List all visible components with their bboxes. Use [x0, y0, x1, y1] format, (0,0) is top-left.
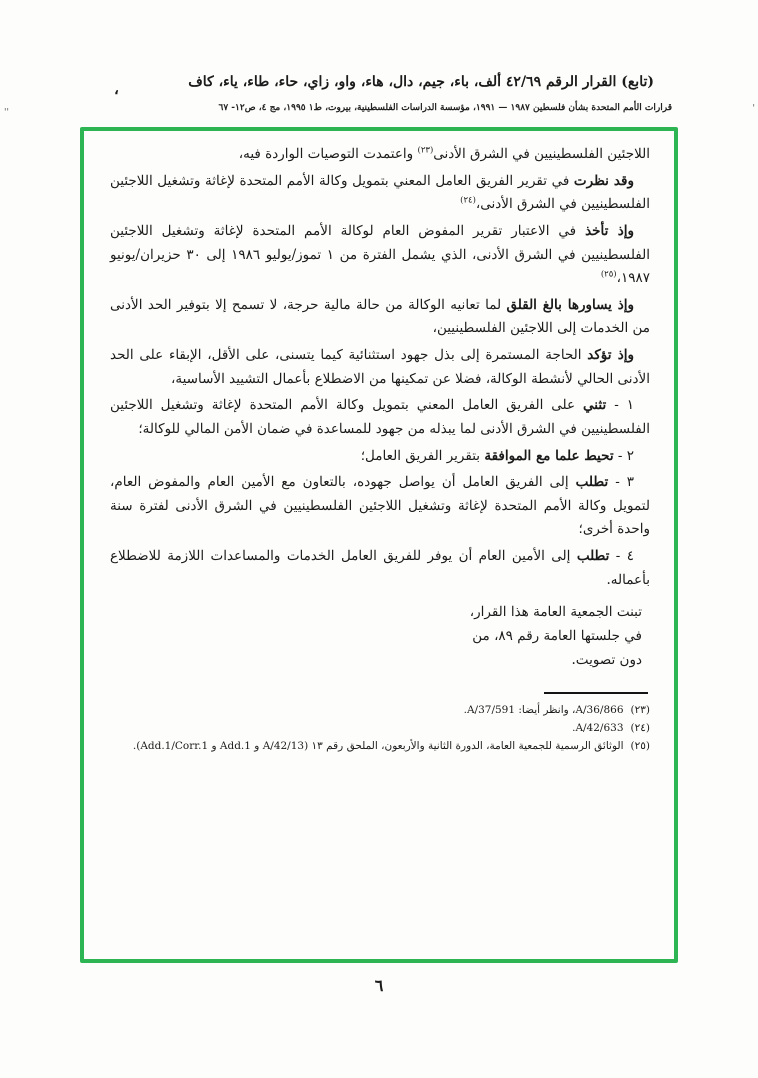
paragraph-text: بتقرير الفريق العامل؛: [360, 447, 485, 464]
body-paragraph: [110, 545, 650, 592]
resolution-header-title: (تابع) القرار الرقم ٤٢/٦٩ ألف، باء، جيم، دال، هاء، واو، زاي، حاء، طاء، ياء، كاف: [188, 74, 654, 90]
paragraph-lead: وإذ تأخذ: [585, 222, 634, 239]
paragraph-text: لما تعانيه الوكالة من حالة مالية حرجة، لا تسمح إلا بتوفير الحد الأدنى من الخدمات إلى اللاجئين الفلسطينيين،: [110, 296, 650, 337]
paragraph-text: إلى الفريق العامل أن يواصل جهوده، بالتعاون مع الأمين العام والمفوض العام، لتمويل وكالة الأمم المتحدة لإغاثة وتشغيل اللاجئين الفلسطينيين في الشرق الأدنى لفترة سنة واحدة أخرى؛: [110, 474, 650, 538]
footnote-marker: (٢٤): [630, 721, 650, 734]
paragraph-text: ١ -: [606, 397, 634, 414]
adoption-line: تبنت الجمعية العامة هذا القرار،: [469, 604, 642, 621]
paragraph-text: إلى الأمين العام أن يوفر للفريق العامل الخدمات والمساعدات اللازمة للاضطلاع بأعماله.: [110, 548, 650, 588]
paragraph-text: ٤ -: [609, 548, 634, 564]
footnote-reference: (٢٥): [600, 269, 617, 280]
paragraph-text: ٣ -: [608, 474, 634, 491]
footnote-row: [110, 703, 650, 719]
paragraph-lead: تطلب: [575, 474, 609, 491]
paragraph-text: في تقرير الفريق العامل المعني بتمويل وكالة الأمم المتحدة لإغاثة وتشغيل اللاجئين الفلسطينيين في الشرق الأدنى،: [110, 172, 650, 213]
footnote-marker: (٢٥): [630, 739, 650, 752]
paragraph-text: الحاجة المستمرة إلى بذل جهود استثنائية كيما يتسنى، على الأقل، الإبقاء على الحد الأدنى الحالي لأنشطة الوكالة، فضلا عن تمكينها من الاضطلاع بأعمال التشييد الأساسية،: [110, 347, 650, 387]
footnote-row: [110, 739, 650, 755]
footnote-row: [110, 721, 650, 737]
scan-artifact-left: '': [4, 108, 9, 118]
body-paragraph: [110, 344, 650, 391]
paragraph-lead: وإذ تؤكد: [587, 347, 634, 363]
footnote-text: الوثائق الرسمية للجمعية العامة، الدورة الثانية والأربعون، الملحق رقم ١٣ (A/42/13 و Add.1 و Add.1/Corr.1).: [132, 739, 624, 752]
scan-artifact-right: ': [752, 104, 755, 114]
footnote-text: A/42/633.: [572, 721, 624, 734]
footnotes: [110, 703, 650, 756]
paragraph-text: على الفريق العامل المعني بتمويل وكالة الأمم المتحدة لإغاثة وتشغيل اللاجئين الفلسطينيين في الشرق الأدنى لما يبذله من جهود للمساعدة في ضمان الأمن المالي للوكالة؛: [110, 397, 650, 437]
footnote-divider: [544, 692, 648, 694]
body-paragraph: [110, 294, 650, 341]
adoption-line: في جلستها العامة رقم ٨٩، من: [472, 627, 642, 644]
paragraph-text: ٢ -: [613, 447, 634, 464]
footnote-reference: (٢٣): [417, 145, 434, 156]
highlight-border-box: [80, 127, 678, 963]
body-paragraph: [110, 394, 650, 441]
footnote-reference: (٢٤): [460, 195, 476, 206]
body-paragraph: [110, 220, 650, 291]
body-paragraph: [110, 143, 650, 167]
body-paragraph: [110, 471, 650, 542]
adoption-statement: [110, 601, 650, 672]
footnote-marker: (٢٣): [630, 704, 650, 717]
paragraph-lead: تحيط علما مع الموافقة: [484, 447, 614, 464]
header-end-mark: ،: [114, 80, 119, 98]
body-paragraphs: [110, 143, 650, 595]
adoption-line: دون تصويت.: [571, 651, 642, 668]
footnote-text: A/36/866، وانظر أيضا: A/37/591.: [463, 704, 624, 717]
page-number: ٦: [374, 976, 384, 995]
paragraph-lead: وقد نظرت: [573, 172, 634, 189]
paragraph-lead: تثني: [583, 397, 607, 414]
paragraph-lead: تطلب: [576, 548, 610, 564]
paragraph-text: اللاجئين الفلسطينيين في الشرق الأدنى: [433, 146, 650, 162]
source-citation-line: قرارات الأمم المتحدة بشأن فلسطين ١٩٨٧ — ١٩٩١، مؤسسة الدراسات الفلسطينية، بيروت، ط١ ١٩٩٥، مج ٤، ص١٢- ٦٧: [218, 103, 672, 113]
body-paragraph: [110, 170, 650, 217]
paragraph-text: واعتمدت التوصيات الواردة فيه،: [238, 146, 418, 162]
paragraph-lead: وإذ يساورها بالغ القلق: [506, 296, 634, 313]
paragraph-text: في الاعتبار تقرير المفوض العام لوكالة الأمم المتحدة لإغاثة وتشغيل اللاجئين الفلسطينيين في الشرق الأدنى، الذي يشمل الفترة من ١ تموز/يوليو ١٩٨٦ إلى ٣٠ حزيران/يونيو ١٩٨٧،: [110, 222, 650, 287]
body-paragraph: [110, 445, 650, 469]
